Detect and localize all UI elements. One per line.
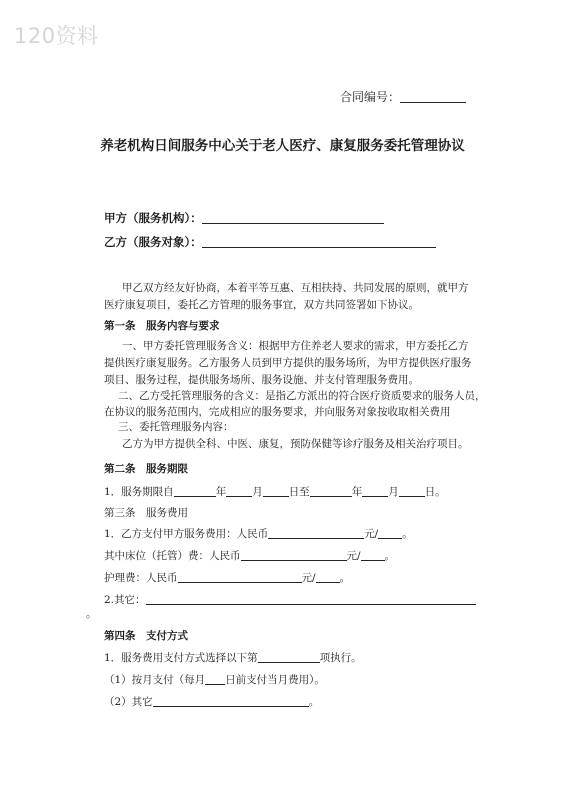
period-mark: 。 [384,550,396,562]
start-year-blank [174,484,216,497]
year-label: 年 [351,486,363,498]
care-fee-line [104,570,350,585]
party-b-blank [202,235,436,248]
party-b-label: 乙方（服务对象）： [104,235,202,249]
article-1-line: 二、乙方受托管理服务的含义：是指乙方派出的符合医疗资质要求的服务人员， [118,390,486,402]
day-end-label: 日。 [424,486,446,498]
monthly-day-blank [205,672,225,685]
bed-fee-label: 其中床位（托管）费：人民币 [104,550,241,562]
period-mark: 。 [339,572,351,584]
end-day-blank [399,484,425,497]
other-payment-line [104,694,319,709]
unit-label: 元/ [301,572,316,584]
bed-fee-line [104,548,395,563]
document-title: 养老机构日间服务中心关于老人医疗、康复服务委托管理协议 [100,138,465,154]
care-fee-period-blank [316,570,340,583]
unit-label: 元/ [346,550,361,562]
other-fee-blank [146,592,476,605]
month-label: 月 [388,486,399,498]
end-year-blank [310,484,352,497]
article-1-line: 提供医疗康复服务。乙方服务人员到甲方提供的服务场所，为甲方提供医疗服务 [104,357,472,369]
intro-line-2: 医疗康复项目，委托乙方管理的服务事宜，双方共同签署如下协议。 [104,299,419,311]
day-to-label: 日至 [288,486,310,498]
bed-fee-blank [241,548,347,561]
service-fee-blank [268,526,364,539]
service-period-label: 1．服务期限自 [104,486,174,498]
party-b-line [104,234,436,250]
bed-fee-period-blank [361,548,385,561]
article-3-heading: 第三条 服务费用 [104,507,188,519]
monthly-payment-label: （1）按月支付（每月 [104,674,206,686]
article-1-line: 三、委托管理服务内容： [118,421,234,433]
party-a-line [104,210,384,226]
year-label: 年 [215,486,227,498]
payment-method-line [104,650,362,665]
period-mark: 。 [402,528,413,540]
party-a-label: 甲方（服务机构）： [104,211,202,225]
other-payment-blank [153,694,309,707]
service-fee-line [104,526,413,541]
article-1-line: 项目、服务过程，提供服务场所、服务设施、并支付管理服务费用。 [104,374,419,386]
service-fee-period-blank [378,526,402,539]
article-2-heading: 第二条 服务期限 [104,463,188,475]
end-month-blank [362,484,388,497]
monthly-payment-end: 日前支付当月费用）。 [225,674,325,686]
period-mark: 。 [308,696,320,708]
care-fee-blank [178,570,302,583]
article-1-line: 一、甲方委托管理服务含义：根据甲方住养老人要求的需求，甲方委托乙方 [122,340,469,352]
service-fee-label: 1．乙方支付甲方服务费用：人民币 [104,528,269,540]
party-a-blank [202,211,384,224]
unit-label: 元/ [364,528,379,540]
other-fee-label: 2.其它： [104,594,146,606]
month-label: 月 [252,486,263,498]
watermark: 120资料 [14,24,99,48]
payment-method-blank [258,650,320,663]
other-fee-line [104,592,476,607]
service-period-line [104,484,446,499]
care-fee-label: 护理费：人民币 [104,572,178,584]
contract-number-label: 合同编号： [340,90,401,104]
contract-number-blank [400,90,466,103]
article-1-line: 在协议的服务范围内，完成相应的服务要求，并向服务对象按收取相关费用 [104,406,451,418]
other-fee-end: 。 [86,608,97,620]
intro-line-1: 甲乙双方经友好协商，本着平等互惠、互相扶持、共同发展的原则，就甲方 [122,282,469,294]
other-payment-label: （2）其它 [104,696,153,708]
start-day-blank [263,484,289,497]
article-1-line: 乙方为甲方提供全科、中医、康复，预防保健等诊疗服务及相关治疗项目。 [122,438,469,450]
article-1-heading: 第一条 服务内容与要求 [104,320,220,332]
start-month-blank [226,484,252,497]
article-4-heading: 第四条 支付方式 [104,630,188,642]
payment-method-label: 1．服务费用支付方式选择以下第 [104,652,258,664]
contract-number [340,88,466,105]
monthly-payment-line [104,672,325,687]
payment-method-end: 项执行。 [319,652,362,664]
